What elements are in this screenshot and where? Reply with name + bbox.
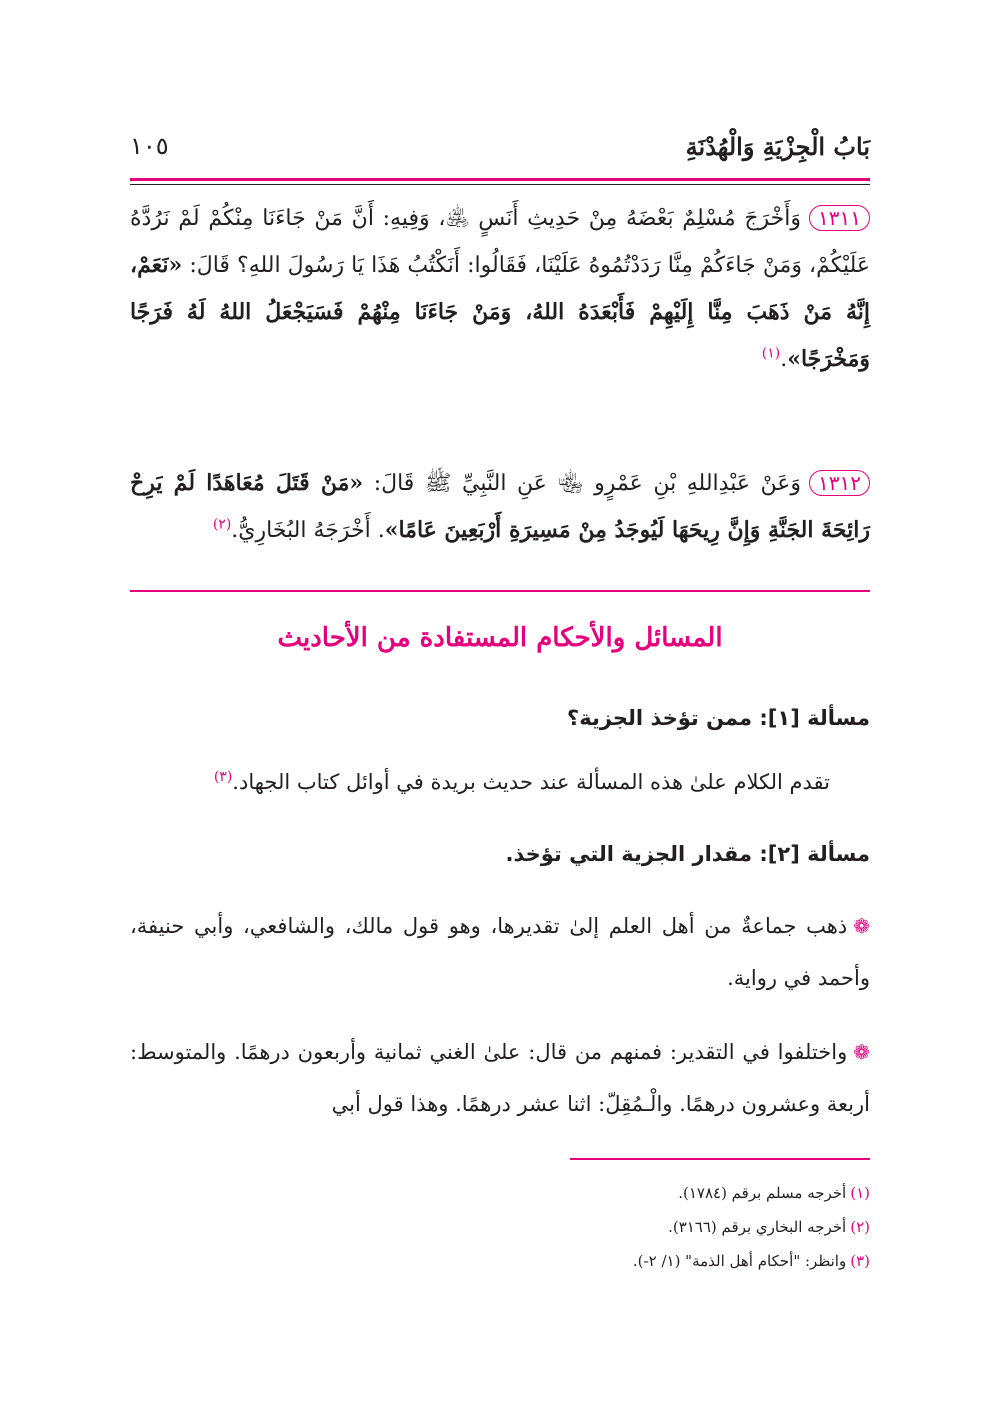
section-title: المسائل والأحكام المستفادة من الأحاديث xyxy=(277,623,723,653)
footnote-number: (٣) xyxy=(850,1252,870,1270)
issue-label: مسألة [٢]: xyxy=(759,842,870,866)
footnote-item xyxy=(130,1244,870,1278)
footnote-item xyxy=(130,1210,870,1244)
hadith-1312 xyxy=(130,460,870,554)
hadith-number-badge: ١٣١١ xyxy=(809,205,870,231)
footnotes xyxy=(130,1176,870,1278)
hadith-number-badge: ١٣١٢ xyxy=(809,470,870,496)
hadith-1311 xyxy=(130,196,870,383)
footnote-text: أخرجه مسلم برقم (١٧٨٤). xyxy=(678,1184,847,1202)
hadith-quote: «نَعَمْ، إِنَّهُ مَنْ ذَهَبَ مِنَّا إِلَيْهِمْ فَأَبْعَدَهُ اللهُ، وَمَنْ جَاءَنَا مِنْهُمْ فَسَيَجْعَلُ اللهُ لَهُ فَرَجًا وَمَخْرَجًا» xyxy=(130,252,870,372)
paragraph-text: واختلفوا في التقدير: فمنهم من قال: علىٰ الغني ثمانية وأربعون درهمًا. والمتوسط: أربعة وعشرون درهمًا. والْـمُقِلّ: اثنا عشر درهمًا. وهذا قول أبي xyxy=(130,1040,870,1116)
page-number: ١٠٥ xyxy=(130,132,169,160)
footnote-ref: (٢) xyxy=(212,516,232,533)
footnote-number: (١) xyxy=(850,1184,870,1202)
issue-2-heading xyxy=(130,834,870,874)
flower-bullet-icon: ❁ xyxy=(853,914,870,938)
footnote-text: أخرجه البخاري برقم (٣١٦٦). xyxy=(668,1218,847,1236)
footnote-item xyxy=(130,1176,870,1210)
footnote-text: وانظر: "أحكام أهل الذمة" (١/ ٢-). xyxy=(632,1252,847,1270)
hadith-text: وَعَنْ عَبْدِاللهِ بْنِ عَمْرٍو ﵄ عَنِ النَّبِيِّ ﷺ قَالَ: xyxy=(363,471,802,496)
issue-label: مسألة [١]: xyxy=(759,706,870,730)
issue-1-paragraph: تقدم الكلام علىٰ هذه المسألة عند حديث بريدة في أوائل كتاب الجهاد. xyxy=(232,770,830,794)
footnote-ref: (٣) xyxy=(213,769,233,785)
issue-2-para-1 xyxy=(130,900,870,1004)
flower-bullet-icon: ❁ xyxy=(853,1040,870,1064)
paragraph-text: ذهب جماعةٌ من أهل العلم إلىٰ تقديرها، وهو قول مالك، والشافعي، وأبي حنيفة، وأحمد في رواية. xyxy=(130,914,870,990)
footnote-number: (٢) xyxy=(850,1218,870,1236)
footnote-rule xyxy=(570,1158,870,1160)
header-rule-accent xyxy=(130,178,870,181)
footnote-ref: (١) xyxy=(761,345,781,362)
issue-title: مقدار الجزية التي تؤخذ. xyxy=(505,842,753,866)
header-rule-thin xyxy=(130,184,870,185)
hadith-text-end: . xyxy=(780,347,788,372)
issue-1-heading xyxy=(130,698,870,738)
chapter-title: بَابُ الْجِزْيَةِ وَالْهُدْنَةِ xyxy=(685,131,870,161)
running-header xyxy=(130,124,870,168)
issue-1-text xyxy=(130,756,870,808)
hadith-text-end: . أَخْرَجَهُ البُخَارِيُّ. xyxy=(231,518,385,543)
issue-2-para-2 xyxy=(130,1026,870,1130)
section-divider xyxy=(130,590,870,592)
hadith-text: وَأَخْرَجَ مُسْلِمٌ بَعْضَهُ مِنْ حَدِيثِ أَنَسٍ ﵁، وَفِيهِ: أَنَّ مَنْ جَاءَنَا مِنْكُمْ لَمْ نَرُدَّهُ عَلَيْكُمْ، وَمَنْ جَاءَكُمْ مِنَّا رَدَدْتُمُوهُ عَلَيْنَا، فَقَالُوا: أَنَكْتُبُ هَذَا يَا رَسُولَ اللهِ؟ قَالَ: xyxy=(130,206,870,278)
issue-title: ممن تؤخذ الجزية؟ xyxy=(567,706,753,730)
hadith-quote: «مَنْ قَتَلَ مُعَاهَدًا لَمْ يَرِحْ رَائِحَةَ الجَنَّةِ وَإِنَّ رِيحَهَا لَيُوجَدُ مِنْ مَسِيرَةِ أَرْبَعِينَ عَامًا» xyxy=(130,470,870,543)
